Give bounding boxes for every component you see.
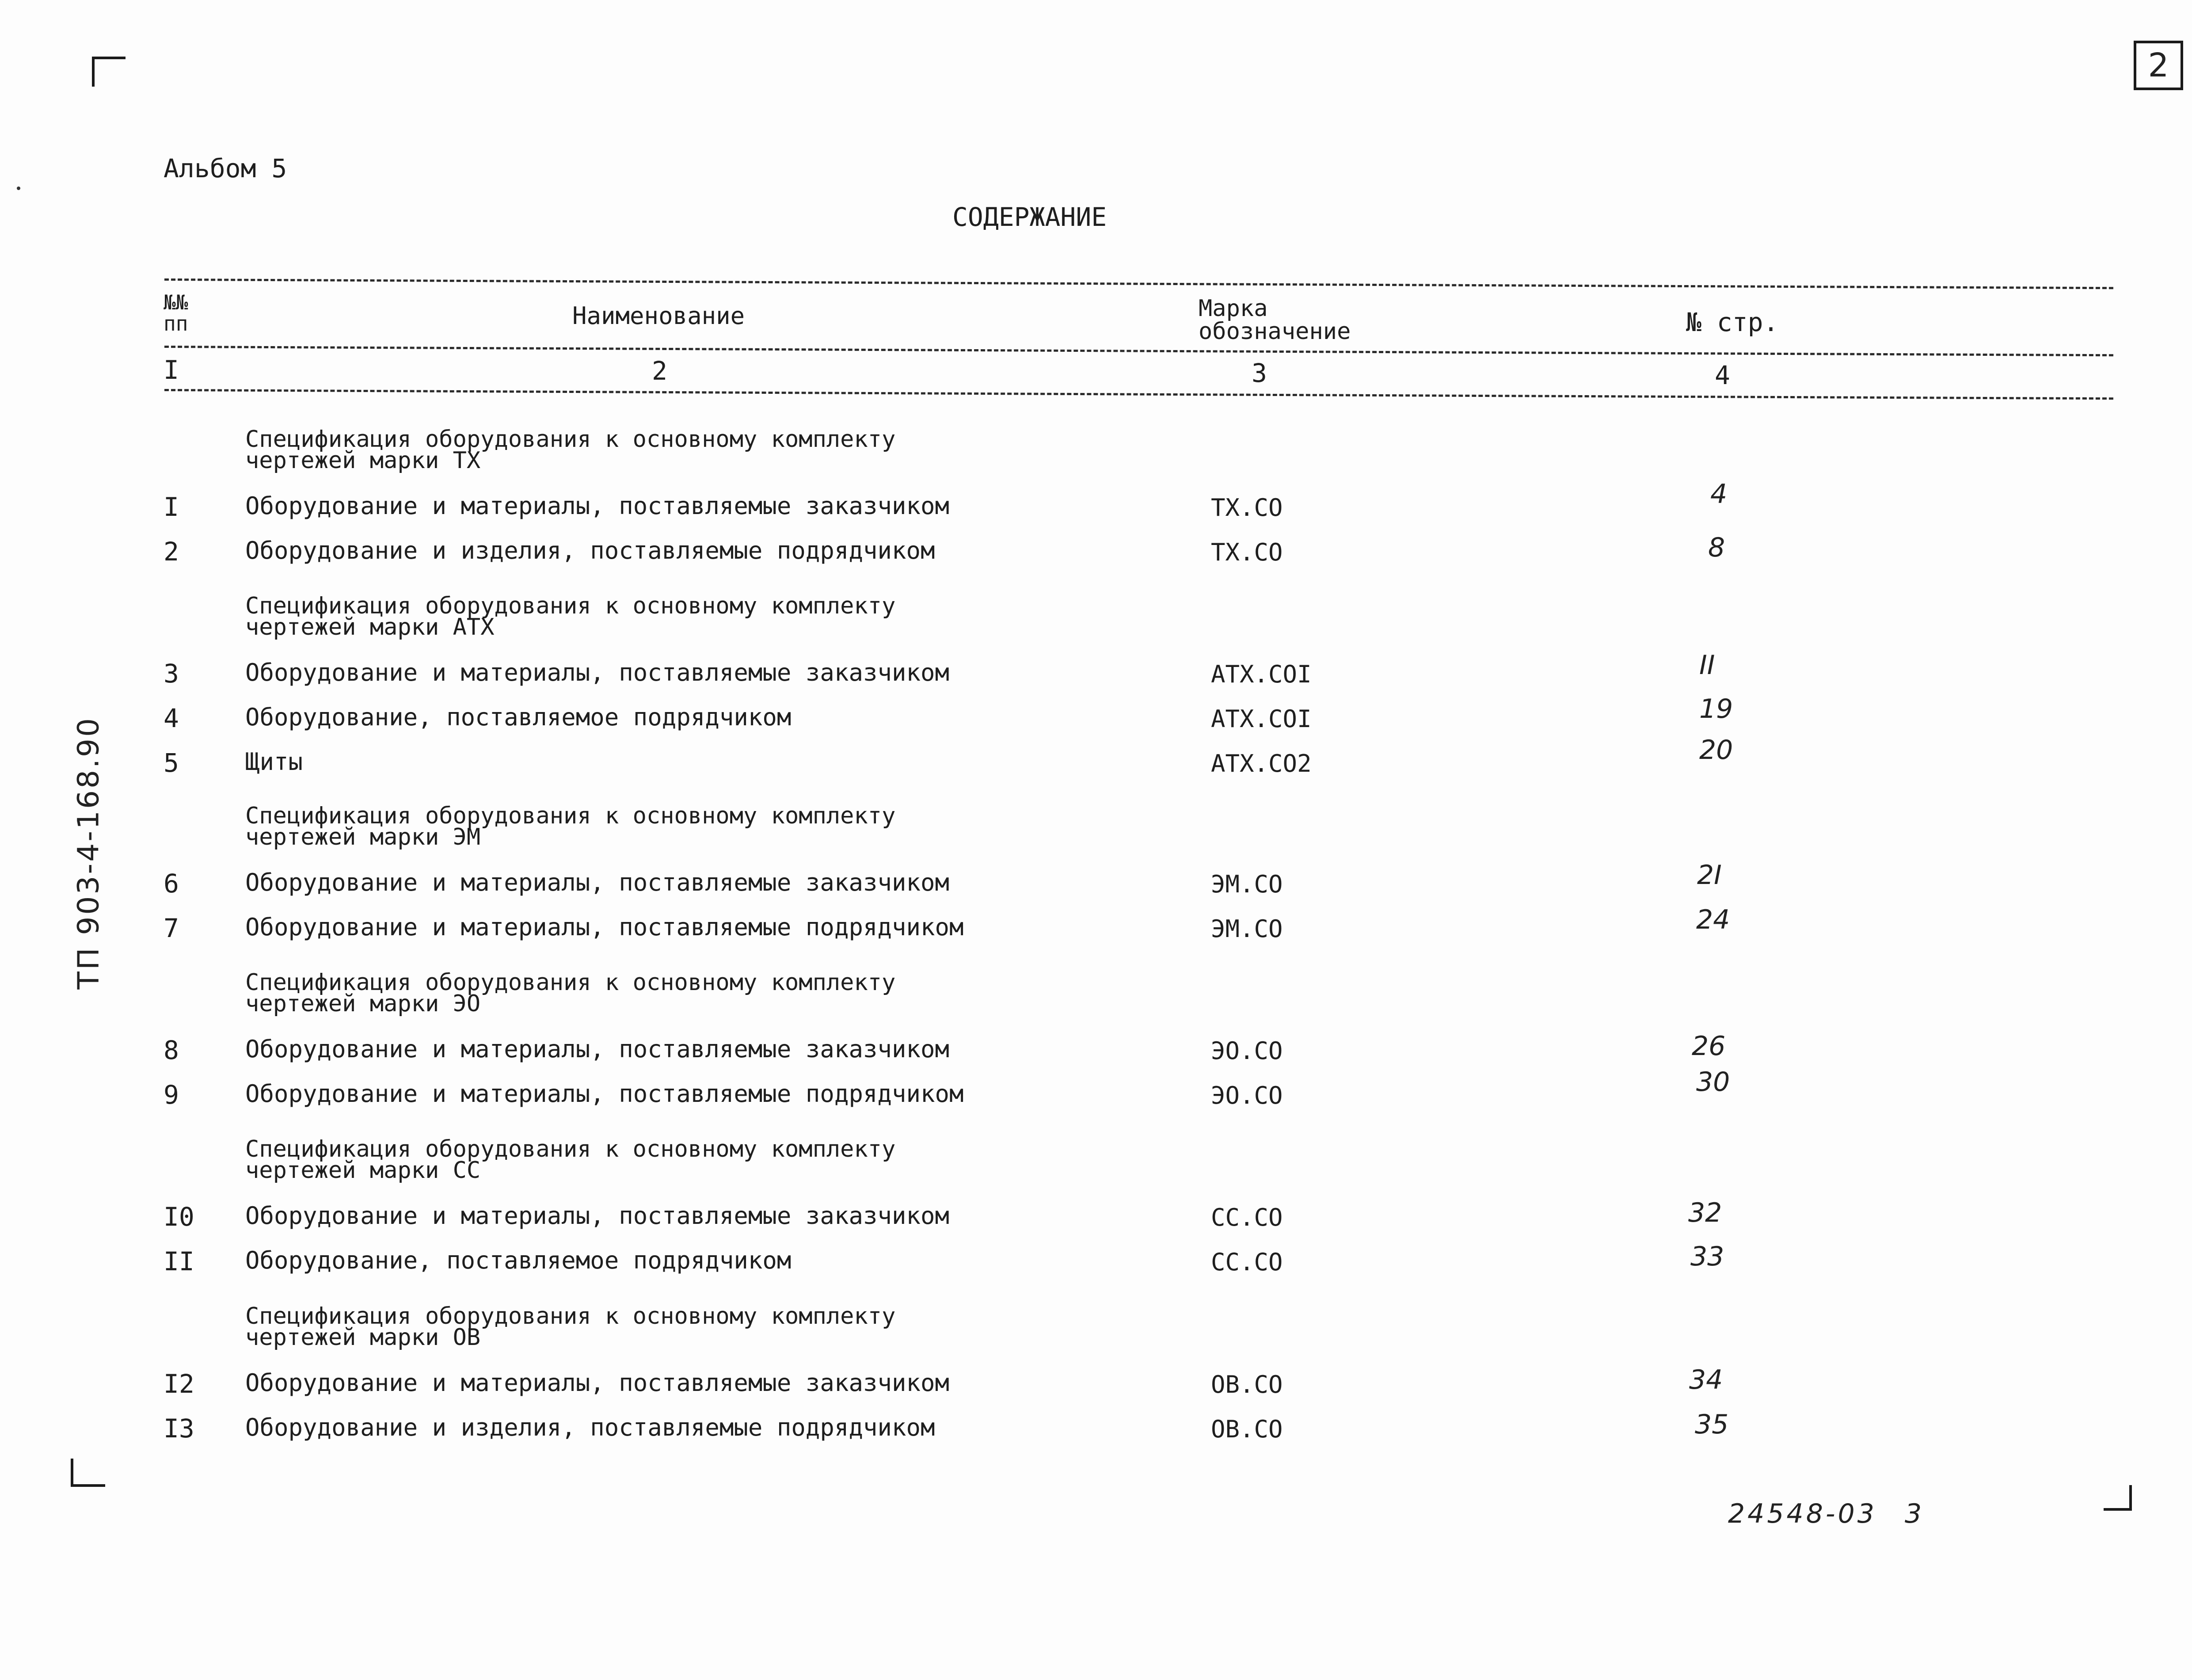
row-mark: СС.СО	[1211, 1248, 1283, 1276]
row-name: Оборудование и материалы, поставляемые заказчиком	[245, 869, 950, 896]
row-name: Оборудование, поставляемое подрядчиком	[245, 1246, 792, 1274]
scan-speck	[17, 187, 20, 190]
row-name: Оборудование и материалы, поставляемые заказчиком	[245, 659, 950, 686]
row-number: 2	[164, 537, 179, 567]
row-mark: ЭО.СО	[1211, 1082, 1283, 1109]
table-row	[0, 860, 2192, 899]
table-row	[0, 479, 2192, 522]
section-heading	[245, 594, 1218, 639]
row-page: 35	[1695, 1409, 1729, 1440]
row-number: I3	[164, 1413, 194, 1444]
row-page: 26	[1692, 1031, 1726, 1062]
row-number: II	[164, 1246, 194, 1276]
header-page: № стр.	[1686, 307, 1779, 337]
row-name: Оборудование и изделия, поставляемые подрядчиком	[245, 1413, 935, 1441]
row-number: 8	[164, 1035, 179, 1065]
table-row	[0, 904, 2192, 943]
row-name: Оборудование, поставляемое подрядчиком	[245, 703, 792, 731]
section-heading-line: Спецификация оборудования к основному комплекту	[245, 593, 896, 619]
row-mark: ЭО.СО	[1211, 1037, 1283, 1065]
section-heading	[245, 1305, 1218, 1349]
row-number: 5	[164, 748, 179, 778]
row-name: Оборудование и материалы, поставляемые заказчиком	[245, 1035, 950, 1063]
column-number-1: I	[164, 355, 179, 385]
table-row	[0, 532, 2192, 567]
row-name: Щиты	[245, 748, 303, 776]
row-mark: ЭМ.СО	[1211, 915, 1283, 943]
row-name: Оборудование и материалы, поставляемые заказчиком	[245, 492, 950, 520]
row-page: 24	[1696, 904, 1730, 935]
column-number-2: 2	[652, 356, 667, 386]
album-label: Альбом 5	[164, 153, 287, 183]
section-heading-line: Спецификация оборудования к основному комплекту	[245, 426, 896, 453]
row-page: 34	[1689, 1364, 1723, 1395]
row-number: 6	[164, 869, 179, 899]
row-number: 7	[164, 913, 179, 943]
row-name: Оборудование и материалы, поставляемые подрядчиком	[245, 913, 964, 941]
row-number: I0	[164, 1202, 194, 1232]
footer-page: 3	[1905, 1498, 1922, 1529]
row-number: 9	[164, 1080, 179, 1110]
column-number-3: 3	[1252, 358, 1267, 388]
section-heading	[245, 428, 1218, 472]
row-page: 8	[1708, 532, 1725, 563]
section-heading-line: чертежей марки ТХ	[245, 447, 481, 474]
table-row	[0, 1409, 2192, 1444]
section-heading-line: Спецификация оборудования к основному комплекту	[245, 1303, 896, 1330]
section-heading-line: чертежей марки ЭО	[245, 990, 481, 1017]
row-mark: ОВ.СО	[1211, 1371, 1283, 1398]
section-heading-line: Спецификация оборудования к основному комплекту	[245, 803, 896, 829]
row-mark: ЭМ.СО	[1211, 870, 1283, 898]
section-heading	[245, 1138, 1218, 1182]
row-page: 2I	[1697, 860, 1722, 891]
row-number: 3	[164, 659, 179, 689]
row-mark: АТХ.СОI	[1211, 705, 1312, 733]
header-num-line2: пп	[164, 312, 188, 335]
header-num-line1: №№	[164, 290, 188, 314]
row-number: I2	[164, 1369, 194, 1399]
row-mark: ОВ.СО	[1211, 1415, 1283, 1443]
row-name: Оборудование и материалы, поставляемые подрядчиком	[245, 1080, 964, 1108]
row-page: 4	[1710, 479, 1728, 510]
row-mark: АТХ.СО2	[1211, 750, 1312, 777]
section-heading-line: Спецификация оборудования к основному комплекту	[245, 1136, 896, 1162]
side-code: ТП 903-4-168.90	[71, 716, 106, 990]
header-name: Наименование	[572, 302, 745, 330]
page-title: СОДЕРЖАНИЕ	[952, 202, 1107, 232]
row-page: II	[1699, 650, 1715, 681]
section-heading	[245, 804, 1218, 849]
header-mark-line2: обозначение	[1199, 318, 1351, 345]
row-page: 20	[1699, 735, 1733, 766]
row-number: 4	[164, 703, 179, 733]
row-name: Оборудование и материалы, поставляемые заказчиком	[245, 1369, 950, 1397]
table-row	[0, 1241, 2192, 1276]
table-row	[0, 1031, 2192, 1065]
section-heading	[245, 971, 1218, 1015]
footer-code: 24548-03	[1728, 1498, 1877, 1529]
row-name: Оборудование и материалы, поставляемые заказчиком	[245, 1202, 950, 1230]
table-row	[0, 693, 2192, 733]
row-mark: АТХ.СОI	[1211, 660, 1312, 688]
row-mark: ТХ.СО	[1211, 538, 1283, 566]
section-heading-line: чертежей марки АТХ	[245, 614, 495, 640]
section-heading-line: чертежей марки ОВ	[245, 1324, 481, 1351]
section-heading-line: чертежей марки СС	[245, 1157, 481, 1184]
table-row	[0, 650, 2192, 689]
row-name: Оборудование и изделия, поставляемые подрядчиком	[245, 537, 935, 564]
row-page: 19	[1699, 693, 1733, 724]
table-row	[0, 1067, 2192, 1110]
section-heading-line: чертежей марки ЭМ	[245, 824, 481, 850]
table-row	[0, 735, 2192, 778]
row-page: 32	[1688, 1197, 1722, 1228]
row-mark: ТХ.СО	[1211, 494, 1283, 522]
column-number-4: 4	[1715, 360, 1730, 390]
sheet-number: 2	[2148, 46, 2169, 84]
row-page: 30	[1696, 1067, 1730, 1097]
row-page: 33	[1690, 1241, 1724, 1272]
section-heading-line: Спецификация оборудования к основному комплекту	[245, 969, 896, 996]
row-mark: СС.СО	[1211, 1204, 1283, 1231]
table-row	[0, 1197, 2192, 1232]
header-mark-line1: Марка	[1199, 295, 1268, 322]
table-row	[0, 1364, 2192, 1399]
row-number: I	[164, 492, 179, 522]
